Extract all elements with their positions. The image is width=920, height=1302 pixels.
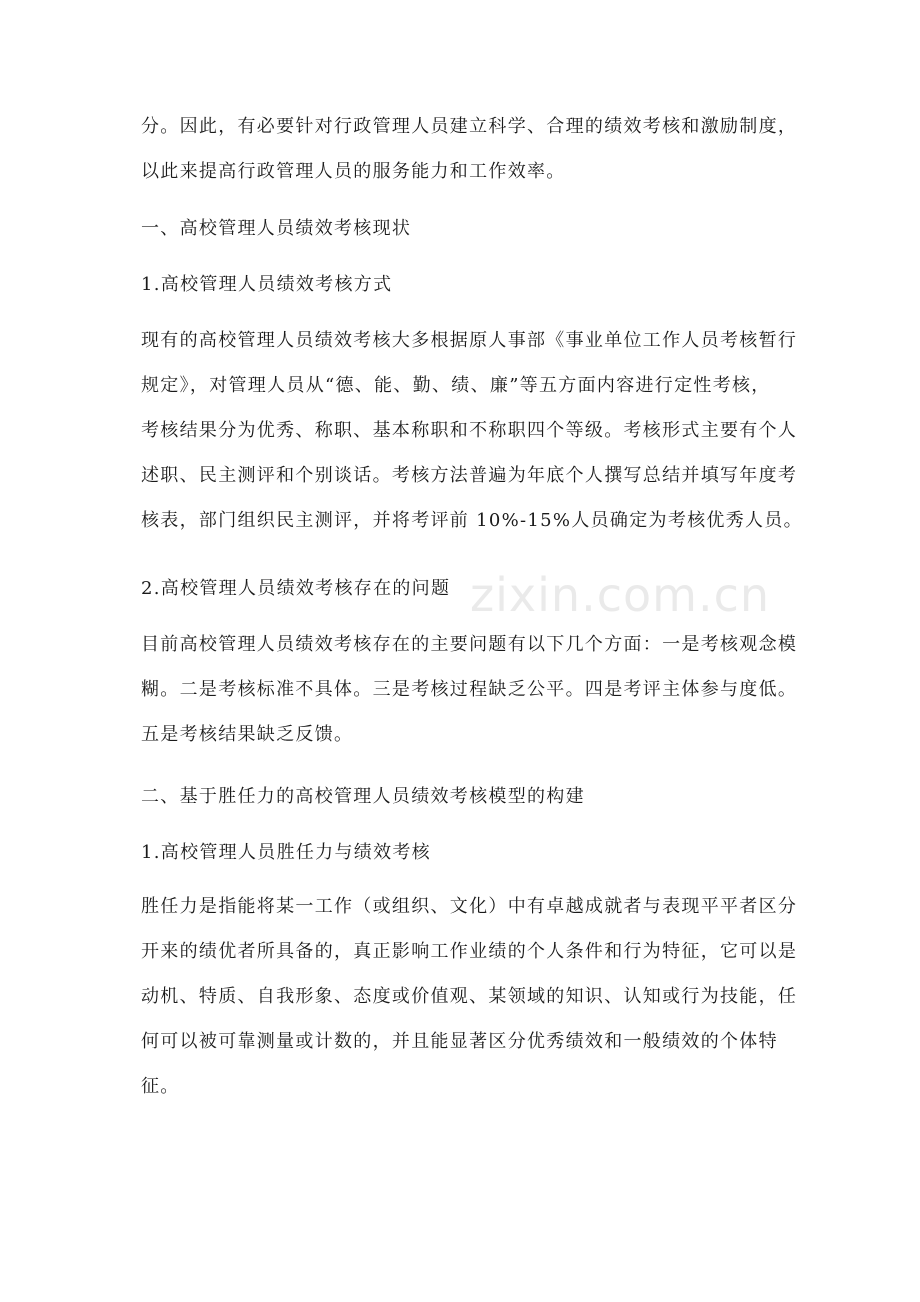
subsection-heading bbox=[141, 262, 781, 307]
paragraph-line: 动机、特质、自我形象、态度或价值观、某领域的知识、认知或行为技能，任 bbox=[141, 986, 798, 1007]
paragraph-line: 目前高校管理人员绩效考核存在的主要问题有以下几个方面：一是考核观念模 bbox=[141, 634, 798, 655]
section-heading bbox=[141, 206, 781, 251]
body-paragraph bbox=[141, 884, 798, 1109]
paragraph-line: 分。因此，有必要针对行政管理人员建立科学、合理的绩效考核和激励制度， bbox=[141, 116, 798, 137]
heading-line: 一、高校管理人员绩效考核现状 bbox=[141, 218, 412, 239]
paragraph-line: 五是考核结果缺乏反馈。 bbox=[141, 724, 354, 745]
heading-line: 1.高校管理人员绩效考核方式 bbox=[141, 274, 393, 295]
section-heading bbox=[141, 774, 781, 819]
body-paragraph bbox=[141, 622, 798, 757]
paragraph-line: 胜任力是指能将某一工作（或组织、文化）中有卓越成就者与表现平平者区分 bbox=[141, 896, 798, 917]
paragraph-line: 糊。二是考核标准不具体。三是考核过程缺乏公平。四是考评主体参与度低。 bbox=[141, 679, 798, 700]
paragraph-line: 开来的绩优者所具备的，真正影响工作业绩的个人条件和行为特征，它可以是 bbox=[141, 941, 798, 962]
paragraph-line: 述职、民主测评和个别谈话。考核方法普遍为年底个人撰写总结并填写年度考 bbox=[141, 465, 798, 486]
body-paragraph bbox=[141, 318, 803, 543]
intro-paragraph bbox=[141, 104, 798, 194]
heading-line: 二、基于胜任力的高校管理人员绩效考核模型的构建 bbox=[141, 786, 585, 807]
watermark-text: zixin.com.cn bbox=[470, 568, 771, 622]
heading-line: 1.高校管理人员胜任力与绩效考核 bbox=[141, 842, 431, 863]
paragraph-line: 考核结果分为优秀、称职、基本称职和不称职四个等级。考核形式主要有个人 bbox=[141, 420, 798, 441]
subsection-heading bbox=[141, 566, 781, 611]
paragraph-line: 核表，部门组织民主测评，并将考评前 10%-15%人员确定为考核优秀人员。 bbox=[141, 510, 803, 531]
subsection-heading bbox=[141, 830, 781, 875]
paragraph-line: 现有的高校管理人员绩效考核大多根据原人事部《事业单位工作人员考核暂行 bbox=[141, 330, 798, 351]
heading-line: 2.高校管理人员绩效考核存在的问题 bbox=[141, 578, 451, 599]
paragraph-line: 以此来提高行政管理人员的服务能力和工作效率。 bbox=[141, 161, 566, 182]
paragraph-line: 规定》，对管理人员从“德、能、勤、绩、廉”等五方面内容进行定性考核， bbox=[141, 375, 771, 396]
paragraph-line: 何可以被可靠测量或计数的，并且能显著区分优秀绩效和一般绩效的个体特 bbox=[141, 1031, 778, 1052]
paragraph-line: 征。 bbox=[141, 1076, 180, 1097]
